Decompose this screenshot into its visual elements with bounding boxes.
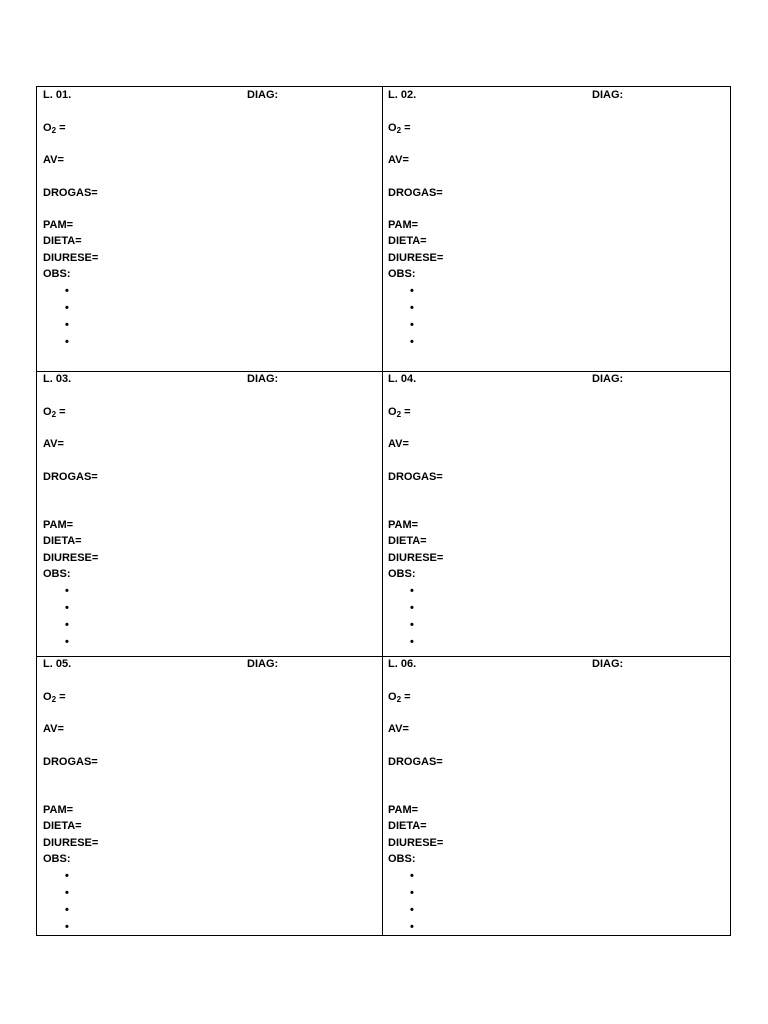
diag-label: DIAG: <box>247 89 279 101</box>
bed-card-4 <box>382 371 726 654</box>
diurese-label: DIURESE= <box>43 252 99 264</box>
pam-label: PAM= <box>388 519 419 531</box>
bed-card-6 <box>382 656 726 939</box>
bed-label: L. 01. <box>43 89 72 101</box>
obs-bullet-1: • <box>65 870 69 882</box>
diag-label: DIAG: <box>592 89 624 101</box>
obs-bullet-1: • <box>65 585 69 597</box>
av-label: AV= <box>388 438 409 450</box>
diurese-label: DIURESE= <box>43 552 99 564</box>
obs-bullet-3: • <box>410 904 414 916</box>
obs-label: OBS: <box>43 853 71 865</box>
drogas-label: DROGAS= <box>388 187 443 199</box>
obs-label: OBS: <box>388 853 416 865</box>
obs-bullet-4: • <box>65 921 69 933</box>
obs-bullet-2: • <box>65 887 69 899</box>
pam-label: PAM= <box>43 804 74 816</box>
diurese-label: DIURESE= <box>388 837 444 849</box>
o2-label: $O_2$ = <box>388 691 411 704</box>
diag-label: DIAG: <box>592 373 624 385</box>
pam-label: PAM= <box>43 219 74 231</box>
drogas-label: DROGAS= <box>388 471 443 483</box>
obs-bullet-2: • <box>65 602 69 614</box>
bed-card-3 <box>37 371 381 654</box>
dieta-label: DIETA= <box>388 535 427 547</box>
bed-card-1 <box>37 87 381 370</box>
av-label: AV= <box>43 154 64 166</box>
o2-label: $O_2$ = <box>43 406 66 419</box>
obs-bullet-2: • <box>410 887 414 899</box>
dieta-label: DIETA= <box>43 820 82 832</box>
obs-label: OBS: <box>43 568 71 580</box>
av-label: AV= <box>43 723 64 735</box>
obs-bullet-3: • <box>65 904 69 916</box>
obs-label: OBS: <box>388 268 416 280</box>
dieta-label: DIETA= <box>43 235 82 247</box>
o2-label: $O_2$ = <box>388 122 411 135</box>
o2-label: $O_2$ = <box>43 122 66 135</box>
obs-bullet-4: • <box>410 636 414 648</box>
bed-label: L. 06. <box>388 658 417 670</box>
obs-label: OBS: <box>43 268 71 280</box>
obs-bullet-3: • <box>65 319 69 331</box>
obs-bullet-2: • <box>410 302 414 314</box>
obs-bullet-4: • <box>65 336 69 348</box>
av-label: AV= <box>43 438 64 450</box>
obs-bullet-3: • <box>410 619 414 631</box>
obs-bullet-1: • <box>410 285 414 297</box>
bed-card-2 <box>382 87 726 370</box>
obs-bullet-1: • <box>410 585 414 597</box>
diurese-label: DIURESE= <box>388 552 444 564</box>
obs-bullet-4: • <box>65 636 69 648</box>
diag-label: DIAG: <box>247 658 279 670</box>
pam-label: PAM= <box>43 519 74 531</box>
bed-label: L. 02. <box>388 89 417 101</box>
obs-label: OBS: <box>388 568 416 580</box>
pam-label: PAM= <box>388 804 419 816</box>
o2-label: $O_2$ = <box>43 691 66 704</box>
pam-label: PAM= <box>388 219 419 231</box>
av-label: AV= <box>388 154 409 166</box>
obs-bullet-2: • <box>410 602 414 614</box>
obs-bullet-3: • <box>410 319 414 331</box>
diurese-label: DIURESE= <box>388 252 444 264</box>
bed-label: L. 05. <box>43 658 72 670</box>
bed-card-5 <box>37 656 381 939</box>
drogas-label: DROGAS= <box>43 471 98 483</box>
o2-label: $O_2$ = <box>388 406 411 419</box>
bed-label: L. 04. <box>388 373 417 385</box>
dieta-label: DIETA= <box>388 820 427 832</box>
diag-label: DIAG: <box>592 658 624 670</box>
diurese-label: DIURESE= <box>43 837 99 849</box>
drogas-label: DROGAS= <box>43 187 98 199</box>
obs-bullet-1: • <box>410 870 414 882</box>
obs-bullet-4: • <box>410 336 414 348</box>
diag-label: DIAG: <box>247 373 279 385</box>
drogas-label: DROGAS= <box>43 756 98 768</box>
av-label: AV= <box>388 723 409 735</box>
obs-bullet-4: • <box>410 921 414 933</box>
obs-bullet-2: • <box>65 302 69 314</box>
bed-label: L. 03. <box>43 373 72 385</box>
drogas-label: DROGAS= <box>388 756 443 768</box>
obs-bullet-1: • <box>65 285 69 297</box>
dieta-label: DIETA= <box>43 535 82 547</box>
dieta-label: DIETA= <box>388 235 427 247</box>
obs-bullet-3: • <box>65 619 69 631</box>
